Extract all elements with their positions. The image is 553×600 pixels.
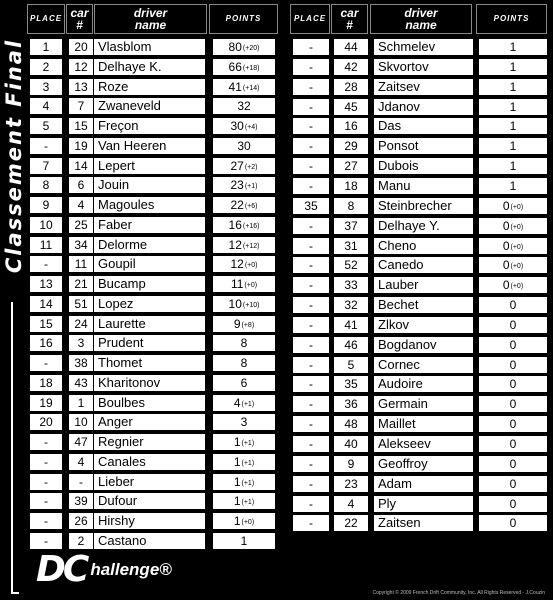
car-number-cell: 33 (334, 277, 368, 293)
points-cell (479, 456, 547, 472)
car-number-cell: 6 (69, 177, 93, 193)
car-number-cell: 19 (69, 138, 93, 154)
points-cell (213, 276, 275, 292)
points-value: 22 (230, 198, 244, 212)
car-number-cell: 44 (334, 39, 368, 55)
driver-name-cell: Schmelev (374, 39, 473, 55)
car-number-cell: 31 (334, 238, 368, 254)
driver-name-cell: Laurette (94, 316, 205, 332)
points-cell (479, 257, 547, 273)
driver-name-cell: Freçon (94, 118, 205, 134)
points-cell (479, 337, 547, 353)
driver-name-cell: Bechet (374, 297, 473, 313)
points-delta: (+10) (242, 301, 260, 309)
points-delta: (+0) (510, 283, 524, 291)
car-number-cell: 34 (69, 237, 93, 253)
driver-name-cell: Jouin (94, 177, 205, 193)
points-cell (479, 158, 547, 174)
driver-name-cell: Zaitsen (374, 515, 473, 531)
car-number-cell: 15 (69, 118, 93, 134)
points-cell (479, 496, 547, 512)
car-number-cell: 22 (334, 515, 368, 531)
header-driver-left: driver name (94, 4, 207, 34)
car-number-cell: 40 (334, 436, 368, 452)
car-number-cell: 16 (334, 118, 368, 134)
header-car-left: car # (66, 4, 93, 34)
header-driver-right: driver name (370, 4, 472, 34)
place-cell: 18 (30, 375, 62, 391)
side-divider (11, 302, 13, 594)
car-number-cell: 42 (334, 59, 368, 75)
header-points-right: POINTS (476, 4, 547, 34)
points-value: 0 (502, 218, 510, 233)
points-delta: (+20) (242, 45, 260, 52)
driver-name-cell: Skvortov (374, 59, 473, 75)
driver-name-cell: Boulbes (94, 395, 205, 411)
points-delta: (+0) (241, 519, 255, 526)
place-cell: - (293, 297, 329, 313)
car-number-cell: 32 (334, 297, 368, 313)
points-value: 0 (509, 317, 517, 332)
points-value: 0 (502, 238, 510, 253)
points-cell (479, 178, 547, 194)
points-value: 8 (240, 356, 248, 370)
place-cell: 7 (30, 158, 62, 174)
place-cell: 20 (30, 414, 62, 430)
car-number-cell: 8 (334, 198, 368, 214)
driver-name-cell: Steinbrecher (374, 198, 473, 214)
driver-name-cell: Thomet (94, 355, 205, 371)
place-cell: 11 (30, 237, 62, 253)
driver-name-cell: Regnier (94, 434, 205, 450)
points-cell (479, 218, 547, 234)
driver-name-cell: Canedo (374, 257, 473, 273)
points-value: 0 (502, 278, 510, 293)
driver-name-cell: Audoire (374, 376, 473, 392)
points-cell (213, 513, 275, 529)
points-delta: (+16) (242, 222, 260, 230)
car-number-cell: 10 (69, 414, 93, 430)
car-number-cell: 45 (334, 99, 368, 115)
points-cell (213, 335, 275, 351)
place-cell: 19 (30, 395, 62, 411)
place-cell: - (293, 238, 329, 254)
car-number-cell: - (69, 474, 93, 490)
points-cell (213, 79, 275, 95)
car-number-cell: 4 (334, 496, 368, 512)
place-cell: - (293, 416, 329, 432)
place-cell: - (293, 158, 329, 174)
points-value: 0 (509, 516, 517, 531)
points-value: 0 (509, 377, 517, 392)
place-cell: 3 (30, 79, 62, 95)
points-delta: (+0) (510, 223, 524, 231)
points-cell (213, 414, 275, 430)
driver-name-cell: Zwaneveld (94, 98, 205, 114)
points-cell (213, 39, 275, 55)
car-number-cell: 29 (334, 138, 368, 154)
points-value: 11 (230, 277, 244, 291)
car-number-cell: 37 (334, 218, 368, 234)
car-number-cell: 48 (334, 416, 368, 432)
place-cell: - (293, 317, 329, 333)
points-cell (479, 118, 547, 134)
place-cell: 10 (30, 217, 62, 233)
driver-name-cell: Dubois (374, 158, 473, 174)
car-number-cell: 7 (69, 98, 93, 114)
place-cell: 9 (30, 197, 62, 213)
points-cell (479, 436, 547, 452)
car-number-cell: 25 (69, 217, 93, 233)
points-delta: (+1) (241, 459, 255, 467)
driver-name-cell: Lauber (374, 277, 473, 293)
place-cell: 13 (30, 276, 62, 292)
driver-name-cell: Geoffroy (374, 456, 473, 472)
dc-challenge-logo (36, 548, 172, 588)
copyright-notice: Copyright © 2009 French Drift Community, Inc. All Rights Reserved - J.Couzin (372, 590, 545, 596)
driver-name-cell: Das (374, 118, 473, 134)
points-value: 1 (509, 119, 517, 134)
points-value: 1 (233, 435, 241, 449)
points-value: 6 (240, 375, 248, 390)
driver-name-cell: Roze (94, 79, 205, 95)
points-cell (213, 434, 275, 450)
driver-name-cell: Alekseev (374, 436, 473, 452)
points-value: 1 (509, 99, 517, 114)
points-cell (213, 59, 275, 75)
place-cell: - (30, 434, 62, 450)
points-value: 1 (509, 139, 517, 154)
place-cell: - (30, 454, 62, 470)
car-number-cell: 24 (69, 316, 93, 332)
car-number-cell: 4 (69, 454, 93, 470)
place-cell: 16 (30, 335, 62, 351)
place-cell: - (293, 277, 329, 293)
place-cell: - (293, 337, 329, 353)
car-number-cell: 1 (69, 395, 93, 411)
driver-name-cell: Manu (374, 178, 473, 194)
points-value: 0 (509, 456, 517, 471)
points-cell (213, 118, 275, 134)
points-value: 3 (240, 415, 248, 430)
place-cell: - (293, 476, 329, 492)
car-number-cell: 41 (334, 317, 368, 333)
driver-name-cell: Delorme (94, 237, 205, 253)
points-cell (213, 395, 275, 411)
car-number-cell: 39 (69, 493, 93, 509)
place-cell: - (293, 456, 329, 472)
points-delta: (+0) (510, 203, 524, 211)
points-value: 32 (237, 99, 251, 114)
car-number-cell: 14 (69, 158, 93, 174)
car-number-cell: 11 (69, 256, 93, 272)
points-value: 0 (509, 337, 517, 352)
points-value: 0 (509, 496, 517, 511)
car-number-cell: 35 (334, 376, 368, 392)
points-delta: (+1) (241, 479, 255, 487)
car-number-cell: 2 (69, 533, 93, 549)
place-cell: - (293, 79, 329, 95)
points-value: 1 (509, 79, 517, 94)
points-value: 4 (233, 395, 241, 410)
points-value: 1 (509, 159, 517, 174)
points-value: 1 (233, 454, 241, 469)
points-value: 1 (509, 178, 517, 193)
header-points-left: POINTS (209, 4, 278, 34)
points-value: 30 (237, 138, 251, 153)
car-number-cell: 27 (334, 158, 368, 174)
driver-name-cell: Cornec (374, 357, 473, 373)
driver-name-cell: Adam (374, 476, 473, 492)
place-cell: - (293, 515, 329, 531)
driver-name-cell: Faber (94, 217, 205, 233)
points-cell (213, 316, 275, 332)
points-cell (479, 39, 547, 55)
car-number-cell: 52 (334, 257, 368, 273)
points-delta: (+12) (242, 242, 260, 250)
points-cell (479, 59, 547, 75)
points-value: 1 (509, 40, 517, 54)
points-delta: (+14) (242, 84, 260, 92)
side-divider-tick (11, 592, 19, 594)
points-value: 0 (509, 298, 517, 313)
points-cell (479, 357, 547, 373)
logo-wordmark: hallenge® (90, 560, 172, 579)
points-delta: (+1) (241, 499, 255, 507)
car-number-cell: 9 (334, 456, 368, 472)
driver-name-cell: Vlasblom (94, 39, 205, 55)
place-cell: - (30, 256, 62, 272)
driver-name-cell: Castano (94, 533, 205, 549)
place-cell: - (30, 138, 62, 154)
points-value: 0 (509, 357, 517, 372)
points-value: 16 (228, 217, 242, 232)
points-cell (479, 277, 547, 293)
place-cell: 8 (30, 177, 62, 193)
points-cell (479, 238, 547, 254)
points-delta: (+0) (244, 262, 258, 270)
car-number-cell: 36 (334, 396, 368, 412)
car-number-cell: 38 (69, 355, 93, 371)
driver-name-cell: Anger (94, 414, 205, 430)
driver-name-cell: Van Heeren (94, 138, 205, 154)
points-cell (479, 515, 547, 531)
place-cell: 15 (30, 316, 62, 332)
driver-name-cell: Ply (374, 496, 473, 512)
car-number-cell: 23 (334, 476, 368, 492)
points-delta: (+8) (241, 321, 255, 329)
driver-name-cell: Bucamp (94, 276, 205, 292)
points-value: 41 (228, 79, 242, 94)
points-value: 8 (240, 336, 248, 351)
place-cell: - (293, 357, 329, 373)
driver-name-cell: Magoules (94, 197, 205, 213)
points-cell (479, 317, 547, 333)
place-cell: 4 (30, 98, 62, 114)
points-delta: (+0) (510, 243, 524, 251)
points-cell (479, 297, 547, 313)
points-value: 12 (228, 237, 242, 252)
points-cell (479, 79, 547, 95)
car-number-cell: 20 (69, 39, 93, 55)
driver-name-cell: Zaitsev (374, 79, 473, 95)
car-number-cell: 4 (69, 197, 93, 213)
place-cell: - (293, 436, 329, 452)
points-delta: (+0) (510, 263, 524, 271)
place-cell: - (30, 493, 62, 509)
driver-name-cell: Cheno (374, 238, 473, 254)
points-cell (479, 376, 547, 392)
car-number-cell: 46 (334, 337, 368, 353)
logo-dc-mark: DC (36, 549, 87, 590)
driver-name-cell: Delhaye K. (94, 59, 205, 75)
points-value: 0 (502, 258, 510, 273)
place-cell: - (293, 257, 329, 273)
header-place-right: PLACE (290, 4, 330, 34)
points-cell (213, 138, 275, 154)
driver-name-cell: Germain (374, 396, 473, 412)
points-value: 0 (509, 417, 517, 432)
car-number-cell: 43 (69, 375, 93, 391)
place-cell: - (293, 99, 329, 115)
place-cell: 2 (30, 59, 62, 75)
points-value: 0 (502, 198, 510, 213)
points-delta: (+0) (244, 282, 258, 289)
driver-name-cell: Bogdanov (374, 337, 473, 353)
points-cell (213, 217, 275, 233)
driver-name-cell: Dufour (94, 493, 205, 509)
place-cell: - (293, 138, 329, 154)
car-number-cell: 21 (69, 276, 93, 292)
side-title: Classement Final (2, 38, 26, 274)
points-cell (479, 99, 547, 115)
points-value: 1 (509, 59, 517, 74)
points-value: 27 (230, 158, 244, 173)
place-cell: - (30, 533, 62, 549)
driver-name-cell: Lepert (94, 158, 205, 174)
place-cell: 5 (30, 118, 62, 134)
points-value: 1 (240, 533, 248, 548)
points-value: 1 (233, 514, 241, 528)
driver-name-cell: Ponsot (374, 138, 473, 154)
points-cell (213, 158, 275, 174)
place-cell: - (30, 513, 62, 529)
points-value: 0 (509, 397, 517, 412)
points-cell (213, 474, 275, 490)
points-cell (213, 237, 275, 253)
points-cell (479, 138, 547, 154)
points-cell (213, 197, 275, 213)
points-value: 10 (228, 296, 242, 311)
car-number-cell: 5 (334, 357, 368, 373)
points-cell (213, 177, 275, 193)
points-cell (479, 416, 547, 432)
driver-name-cell: Lopez (94, 296, 205, 312)
points-cell (213, 296, 275, 312)
points-cell (479, 396, 547, 412)
points-delta: (+2) (244, 163, 258, 171)
points-delta: (+1) (241, 440, 255, 447)
driver-name-cell: Kharitonov (94, 375, 205, 391)
car-number-cell: 47 (69, 434, 93, 450)
driver-name-cell: Hirshy (94, 513, 205, 529)
points-cell (479, 476, 547, 492)
place-cell: 1 (30, 39, 62, 55)
car-number-cell: 13 (69, 79, 93, 95)
points-value: 0 (509, 437, 517, 451)
points-value: 0 (509, 476, 517, 491)
place-cell: - (30, 355, 62, 371)
points-value: 12 (230, 257, 244, 272)
points-cell (213, 533, 275, 549)
place-cell: - (293, 496, 329, 512)
points-cell (213, 256, 275, 272)
car-number-cell: 51 (69, 296, 93, 312)
car-number-cell: 18 (334, 178, 368, 194)
driver-name-cell: Goupil (94, 256, 205, 272)
place-cell: - (293, 376, 329, 392)
driver-name-cell: Jdanov (374, 99, 473, 115)
points-value: 80 (228, 40, 242, 54)
car-number-cell: 3 (69, 335, 93, 351)
place-cell: - (293, 178, 329, 194)
points-value: 1 (233, 494, 241, 509)
header-car-right: car # (331, 4, 368, 34)
driver-name-cell: Delhaye Y. (374, 218, 473, 234)
place-cell: - (293, 396, 329, 412)
driver-name-cell: Prudent (94, 335, 205, 351)
place-cell: - (293, 218, 329, 234)
place-cell: - (293, 118, 329, 134)
points-value: 66 (228, 59, 242, 74)
points-value: 30 (230, 119, 244, 133)
driver-name-cell: Maillet (374, 416, 473, 432)
points-value: 1 (233, 474, 241, 489)
points-delta: (+18) (242, 64, 260, 72)
points-cell (213, 454, 275, 470)
points-value: 9 (233, 316, 241, 331)
points-delta: (+4) (244, 124, 258, 131)
points-cell (479, 198, 547, 214)
points-cell (213, 375, 275, 391)
car-number-cell: 12 (69, 59, 93, 75)
car-number-cell: 26 (69, 513, 93, 529)
points-cell (213, 355, 275, 371)
points-delta: (+6) (244, 203, 258, 210)
driver-name-cell: Lieber (94, 474, 205, 490)
header-place-left: PLACE (27, 4, 65, 34)
place-cell: - (293, 39, 329, 55)
points-value: 23 (230, 178, 244, 193)
driver-name-cell: Canales (94, 454, 205, 470)
points-cell (213, 98, 275, 114)
driver-name-cell: Zlkov (374, 317, 473, 333)
points-cell (213, 493, 275, 509)
points-delta: (+1) (241, 400, 255, 408)
place-cell: - (293, 59, 329, 75)
place-cell: 14 (30, 296, 62, 312)
place-cell: - (30, 474, 62, 490)
car-number-cell: 28 (334, 79, 368, 95)
points-delta: (+1) (244, 183, 258, 191)
place-cell: 35 (293, 198, 329, 214)
